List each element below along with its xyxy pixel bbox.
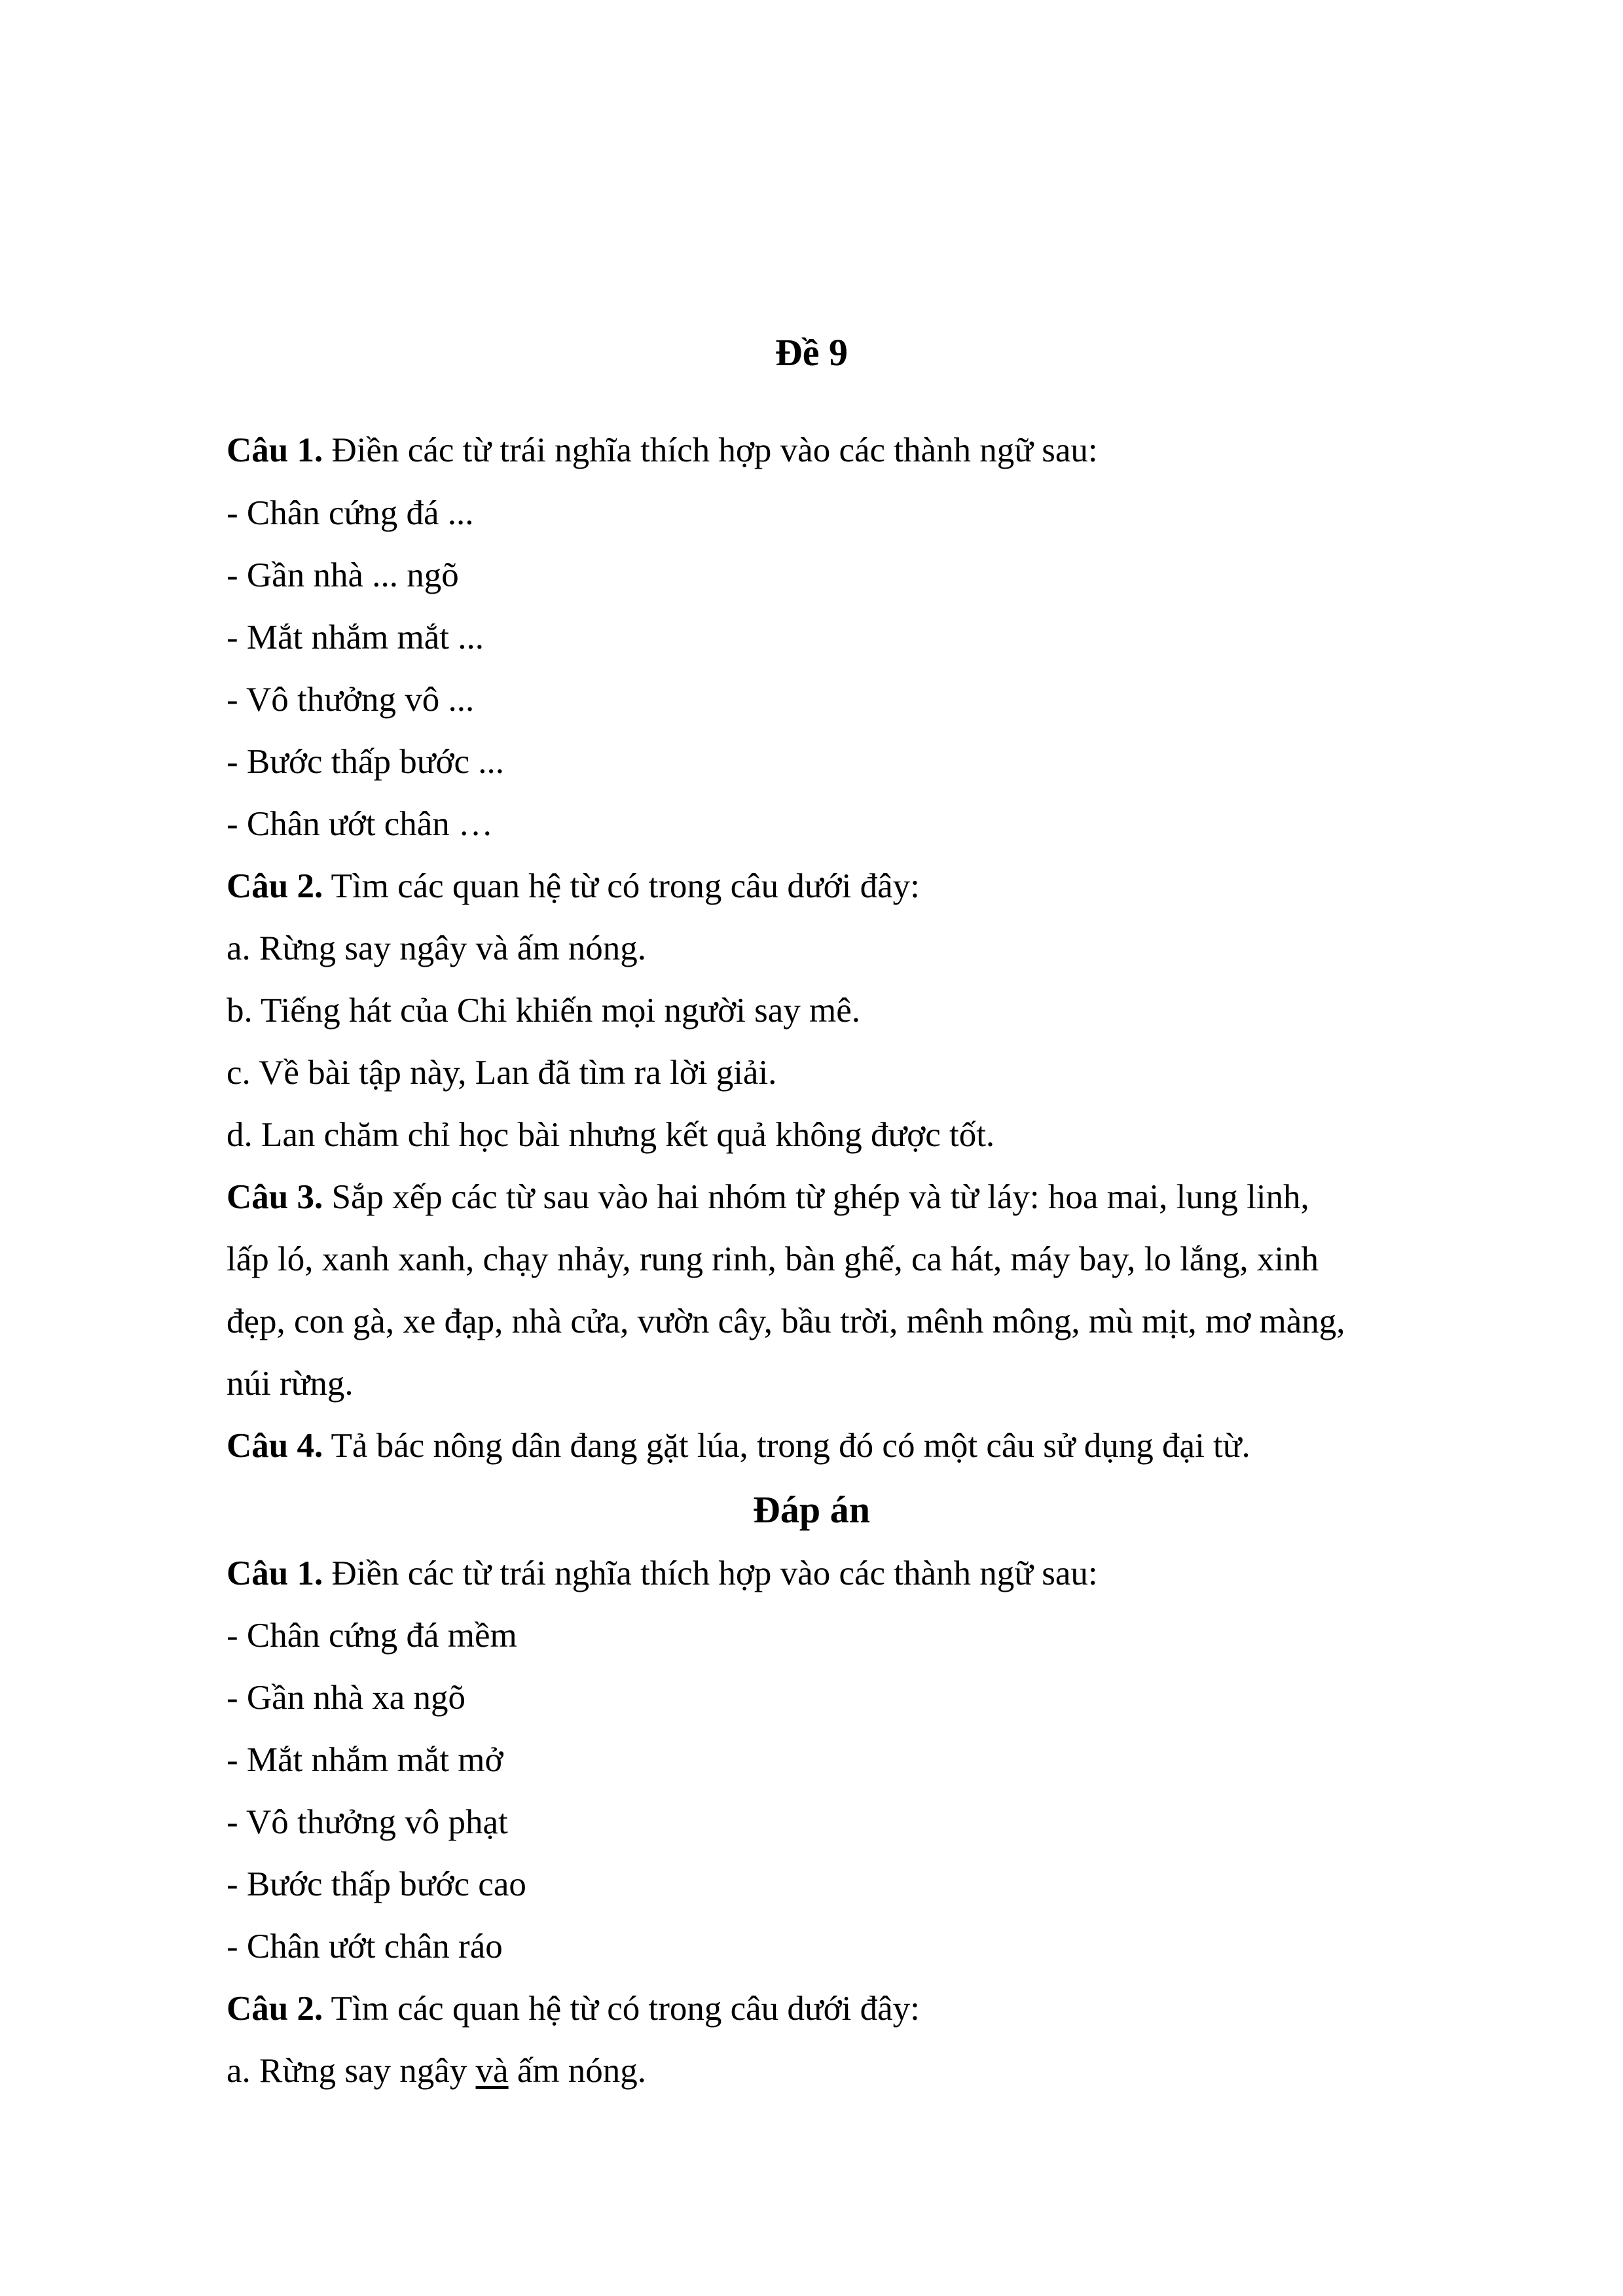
question-3-prompt-line: núi rừng. xyxy=(227,1365,354,1403)
question-1-label: Câu 1. xyxy=(227,431,323,469)
answer-2-a-prefix: a. Rừng say ngây xyxy=(227,2052,476,2090)
question-1-item: - Gần nhà ... ngõ xyxy=(227,556,459,594)
answer-1-item: - Chân cứng đá mềm xyxy=(227,1617,517,1655)
question-1-item: - Chân ướt chân … xyxy=(227,805,494,843)
answer-2-label: Câu 2. xyxy=(227,1990,323,2028)
question-2 xyxy=(227,869,1412,904)
answer-2 xyxy=(227,1992,1412,2026)
question-1-prompt: Điền các từ trái nghĩa thích hợp vào các thành ngữ sau: xyxy=(323,431,1098,469)
question-2-item: a. Rừng say ngây và ấm nóng. xyxy=(227,929,647,967)
answer-2-a-underlined: và xyxy=(475,2052,509,2090)
question-3-prompt-line: lấp ló, xanh xanh, chạy nhảy, rung rinh, bàn ghế, ca hát, máy bay, lo lắng, xinh xyxy=(227,1240,1319,1278)
question-3-label: Câu 3. xyxy=(227,1178,323,1216)
question-1-item: - Bước thấp bước ... xyxy=(227,743,505,781)
answer-2-item-a xyxy=(227,2054,1412,2089)
answer-1 xyxy=(227,1556,1412,1591)
answers-title: Đáp án xyxy=(753,1488,870,1531)
question-2-prompt: Tìm các quan hệ từ có trong câu dưới đây: xyxy=(323,867,920,905)
question-2-item: c. Về bài tập này, Lan đã tìm ra lời giải. xyxy=(227,1054,777,1092)
question-1-item: - Chân cứng đá ... xyxy=(227,494,474,532)
question-4 xyxy=(227,1429,1412,1463)
question-3 xyxy=(227,1180,1412,1215)
answer-2-prompt: Tìm các quan hệ từ có trong câu dưới đây: xyxy=(323,1990,920,2028)
exam-title: Đề 9 xyxy=(775,331,848,374)
question-1-item: - Mắt nhắm mắt ... xyxy=(227,619,484,656)
answer-1-item: - Bước thấp bước cao xyxy=(227,1865,526,1903)
answer-1-item: - Vô thưởng vô phạt xyxy=(227,1803,508,1841)
answer-1-item: - Mắt nhắm mắt mở xyxy=(227,1741,503,1779)
answer-1-item: - Gần nhà xa ngõ xyxy=(227,1679,465,1717)
question-4-label: Câu 4. xyxy=(227,1427,323,1465)
question-2-item: b. Tiếng hát của Chi khiến mọi người say mê. xyxy=(227,992,861,1030)
question-4-prompt: Tả bác nông dân đang gặt lúa, trong đó có một câu sử dụng đại từ. xyxy=(323,1427,1250,1465)
answer-1-item: - Chân ướt chân ráo xyxy=(227,1928,503,1965)
question-3-prompt-line: đẹp, con gà, xe đạp, nhà cửa, vườn cây, bầu trời, mênh mông, mù mịt, mơ màng, xyxy=(227,1302,1345,1340)
answer-1-prompt: Điền các từ trái nghĩa thích hợp vào các thành ngữ sau: xyxy=(323,1554,1098,1592)
question-1-item: - Vô thưởng vô ... xyxy=(227,681,475,719)
answer-1-label: Câu 1. xyxy=(227,1554,323,1592)
question-3-prompt-line: Sắp xếp các từ sau vào hai nhóm từ ghép và từ láy: hoa mai, lung linh, xyxy=(323,1178,1309,1216)
answer-2-a-suffix: ấm nóng. xyxy=(508,2052,647,2090)
question-1 xyxy=(227,433,1412,468)
question-2-item: d. Lan chăm chỉ học bài nhưng kết quả không được tốt. xyxy=(227,1116,995,1154)
question-2-label: Câu 2. xyxy=(227,867,323,905)
